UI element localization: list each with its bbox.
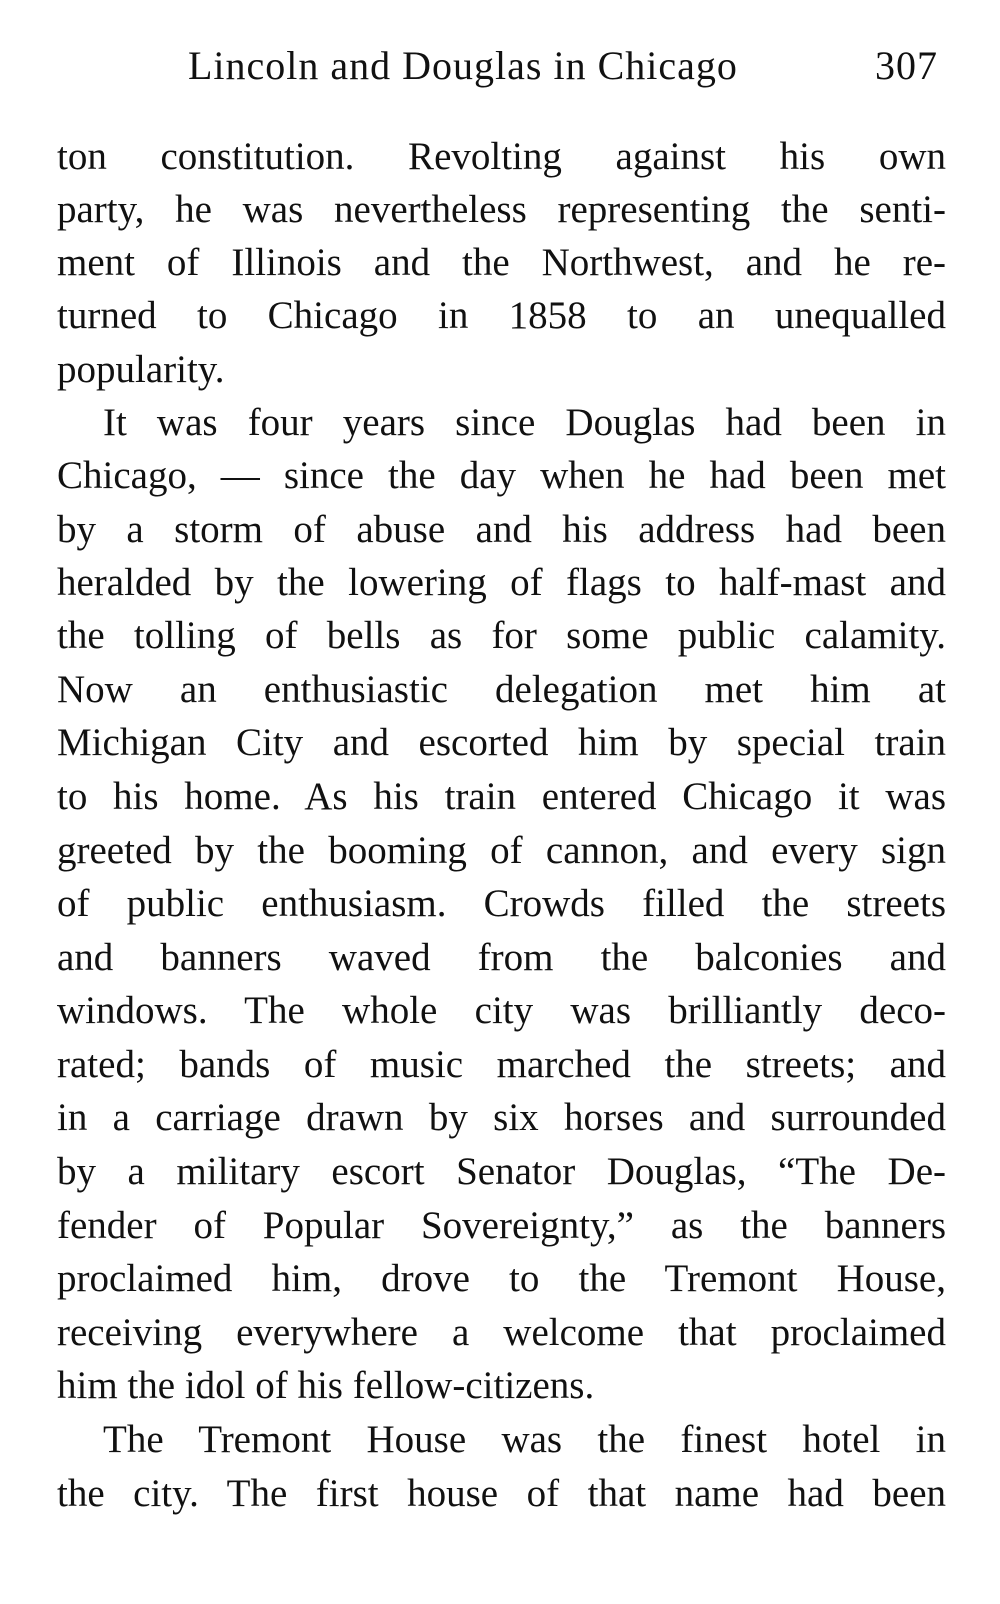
text-line: fender of Popular Sovereignty,” as the banners bbox=[57, 1204, 946, 1247]
text-line: and banners waved from the balconies and bbox=[57, 936, 946, 979]
text-line: the tolling of bells as for some public calamity. bbox=[57, 614, 946, 657]
text-line: ment of Illinois and the Northwest, and he re- bbox=[57, 241, 946, 284]
text-line: rated; bands of music marched the streets; and bbox=[57, 1043, 946, 1086]
text-line: Michigan City and escorted him by special train bbox=[57, 721, 946, 764]
running-header bbox=[0, 42, 1000, 102]
text-line: the city. The first house of that name had been bbox=[57, 1472, 946, 1515]
text-line: heralded by the lowering of flags to half-mast and bbox=[57, 561, 946, 604]
text-line: party, he was nevertheless representing the senti- bbox=[57, 188, 946, 231]
text-line: to his home. As his train entered Chicago it was bbox=[57, 775, 946, 818]
text-line: Chicago, — since the day when he had been met bbox=[57, 454, 946, 497]
text-line: him the idol of his fellow-citizens. bbox=[57, 1364, 595, 1407]
page-number: 307 bbox=[875, 43, 938, 88]
text-line: Now an enthusiastic delegation met him at bbox=[57, 668, 946, 711]
text-line: by a military escort Senator Douglas, “The De- bbox=[57, 1150, 946, 1193]
text-line: greeted by the booming of cannon, and every sign bbox=[57, 829, 946, 872]
text-line: in a carriage drawn by six horses and surrounded bbox=[57, 1096, 946, 1139]
text-line: The Tremont House was the finest hotel in bbox=[103, 1418, 946, 1461]
text-line: receiving everywhere a welcome that proclaimed bbox=[57, 1311, 946, 1354]
text-line: It was four years since Douglas had been in bbox=[103, 401, 946, 444]
text-line: popularity. bbox=[57, 348, 225, 391]
text-line: proclaimed him, drove to the Tremont House, bbox=[57, 1257, 946, 1300]
text-line: windows. The whole city was brilliantly deco- bbox=[57, 989, 946, 1032]
running-title: Lincoln and Douglas in Chicago bbox=[188, 43, 738, 88]
text-line: turned to Chicago in 1858 to an unequalled bbox=[57, 294, 946, 337]
text-line: by a storm of abuse and his address had been bbox=[57, 508, 946, 551]
text-line: ton constitution. Revolting against his own bbox=[57, 135, 946, 178]
text-line: of public enthusiasm. Crowds filled the streets bbox=[57, 882, 946, 925]
